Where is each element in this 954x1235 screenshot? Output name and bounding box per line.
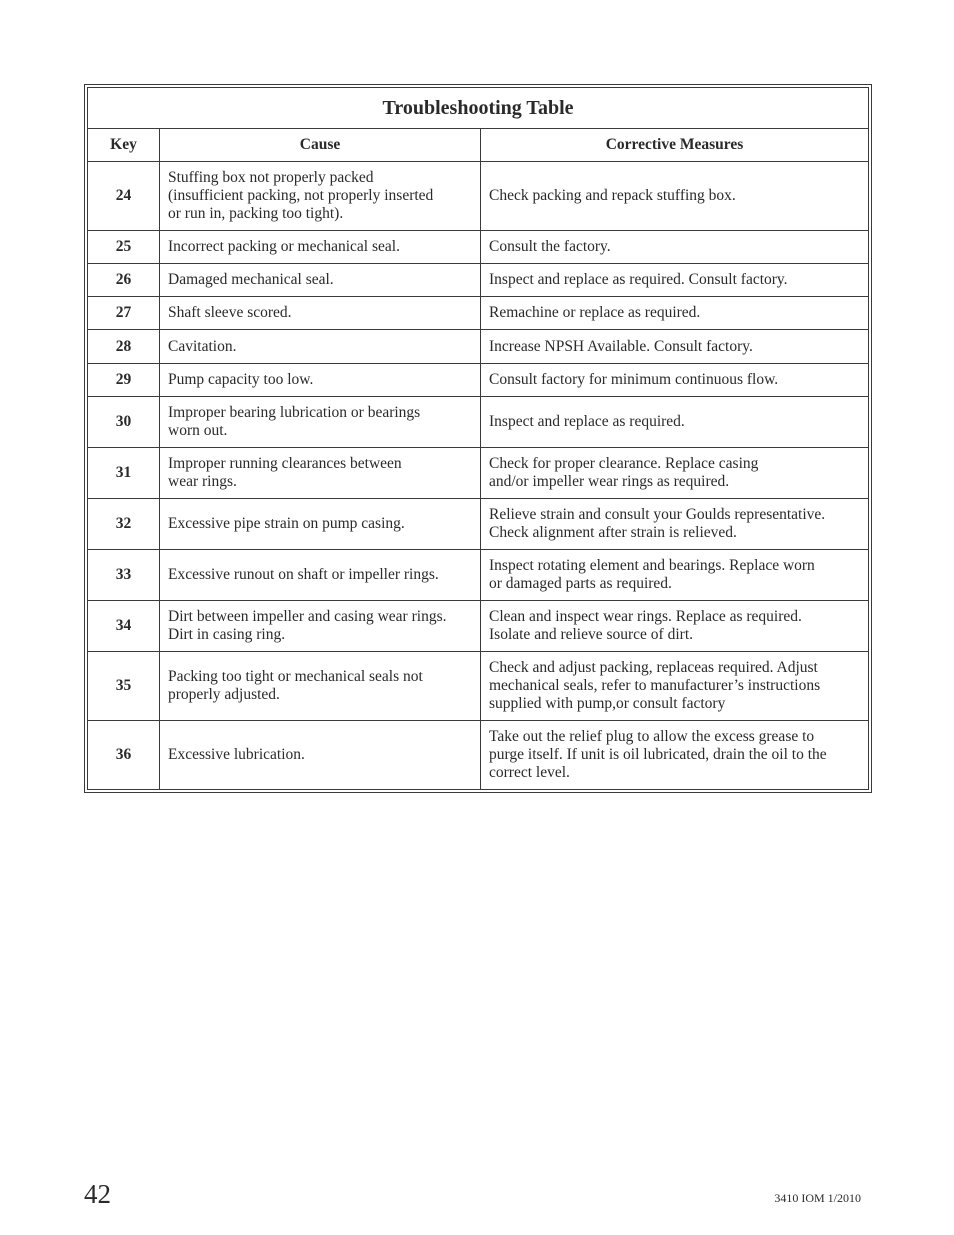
page-number: 42 — [84, 1179, 111, 1209]
table-row — [88, 264, 869, 297]
row-key-cell: 27 — [88, 297, 160, 330]
row-corrective-measures-cell: Remachine or replace as required. — [481, 297, 869, 330]
row-cause-cell: Cavitation. — [160, 330, 481, 364]
row-key-cell: 35 — [88, 652, 160, 721]
row-corrective-measures-cell: Consult factory for minimum continuous flow. — [481, 364, 869, 397]
row-cause-cell: Shaft sleeve scored. — [160, 297, 481, 330]
row-cause-cell: Pump capacity too low. — [160, 364, 481, 397]
table-row — [88, 550, 869, 601]
table-row — [88, 601, 869, 652]
table-row — [88, 499, 869, 550]
row-cause-cell: Improper running clearances between wear rings. — [160, 448, 481, 499]
table-row — [88, 231, 869, 264]
row-cause-cell: Excessive lubrication. — [160, 721, 481, 790]
row-cause-cell: Stuffing box not properly packed (insufficient packing, not properly inserted or run in, packing too tight). — [160, 162, 481, 231]
row-corrective-measures-cell: Check for proper clearance. Replace casing and/or impeller wear rings as required. — [481, 448, 869, 499]
column-header-key: Key — [88, 129, 160, 162]
row-corrective-measures-cell: Inspect rotating element and bearings. Replace worn or damaged parts as required. — [481, 550, 869, 601]
row-key-cell: 34 — [88, 601, 160, 652]
table-row — [88, 330, 869, 364]
row-corrective-measures-cell: Relieve strain and consult your Goulds representative. Check alignment after strain is relieved. — [481, 499, 869, 550]
table-title: Troubleshooting Table — [88, 88, 869, 129]
row-cause-cell: Damaged mechanical seal. — [160, 264, 481, 297]
row-cause-cell: Dirt between impeller and casing wear rings. Dirt in casing ring. — [160, 601, 481, 652]
row-corrective-measures-cell: Consult the factory. — [481, 231, 869, 264]
table-body — [88, 162, 869, 790]
table-row — [88, 721, 869, 790]
row-corrective-measures-cell: Check packing and repack stuffing box. — [481, 162, 869, 231]
row-cause-cell: Packing too tight or mechanical seals not properly adjusted. — [160, 652, 481, 721]
row-key-cell: 31 — [88, 448, 160, 499]
row-corrective-measures-cell: Inspect and replace as required. — [481, 397, 869, 448]
row-cause-cell: Excessive pipe strain on pump casing. — [160, 499, 481, 550]
row-corrective-measures-cell: Clean and inspect wear rings. Replace as required. Isolate and relieve source of dirt. — [481, 601, 869, 652]
row-key-cell: 33 — [88, 550, 160, 601]
table-row — [88, 364, 869, 397]
row-cause-cell: Incorrect packing or mechanical seal. — [160, 231, 481, 264]
table-row — [88, 397, 869, 448]
row-corrective-measures-cell: Check and adjust packing, replaceas required. Adjust mechanical seals, refer to manufacturer’s instructions supplied with pump,or consult factory — [481, 652, 869, 721]
row-key-cell: 24 — [88, 162, 160, 231]
troubleshooting-table — [87, 87, 869, 790]
table-row — [88, 448, 869, 499]
row-key-cell: 36 — [88, 721, 160, 790]
row-key-cell: 26 — [88, 264, 160, 297]
row-key-cell: 28 — [88, 330, 160, 364]
document-id: 3410 IOM 1/2010 — [774, 1191, 861, 1205]
row-cause-cell: Improper bearing lubrication or bearings worn out. — [160, 397, 481, 448]
row-key-cell: 30 — [88, 397, 160, 448]
row-cause-cell: Excessive runout on shaft or impeller rings. — [160, 550, 481, 601]
troubleshooting-table-frame — [84, 84, 872, 793]
row-corrective-measures-cell: Inspect and replace as required. Consult factory. — [481, 264, 869, 297]
row-key-cell: 25 — [88, 231, 160, 264]
table-row — [88, 162, 869, 231]
table-row — [88, 652, 869, 721]
row-key-cell: 29 — [88, 364, 160, 397]
row-key-cell: 32 — [88, 499, 160, 550]
table-row — [88, 297, 869, 330]
row-corrective-measures-cell: Increase NPSH Available. Consult factory. — [481, 330, 869, 364]
column-header-cause: Cause — [160, 129, 481, 162]
column-header-corrective-measures: Corrective Measures — [481, 129, 869, 162]
row-corrective-measures-cell: Take out the relief plug to allow the excess grease to purge itself. If unit is oil lubricated, drain the oil to the correct level. — [481, 721, 869, 790]
